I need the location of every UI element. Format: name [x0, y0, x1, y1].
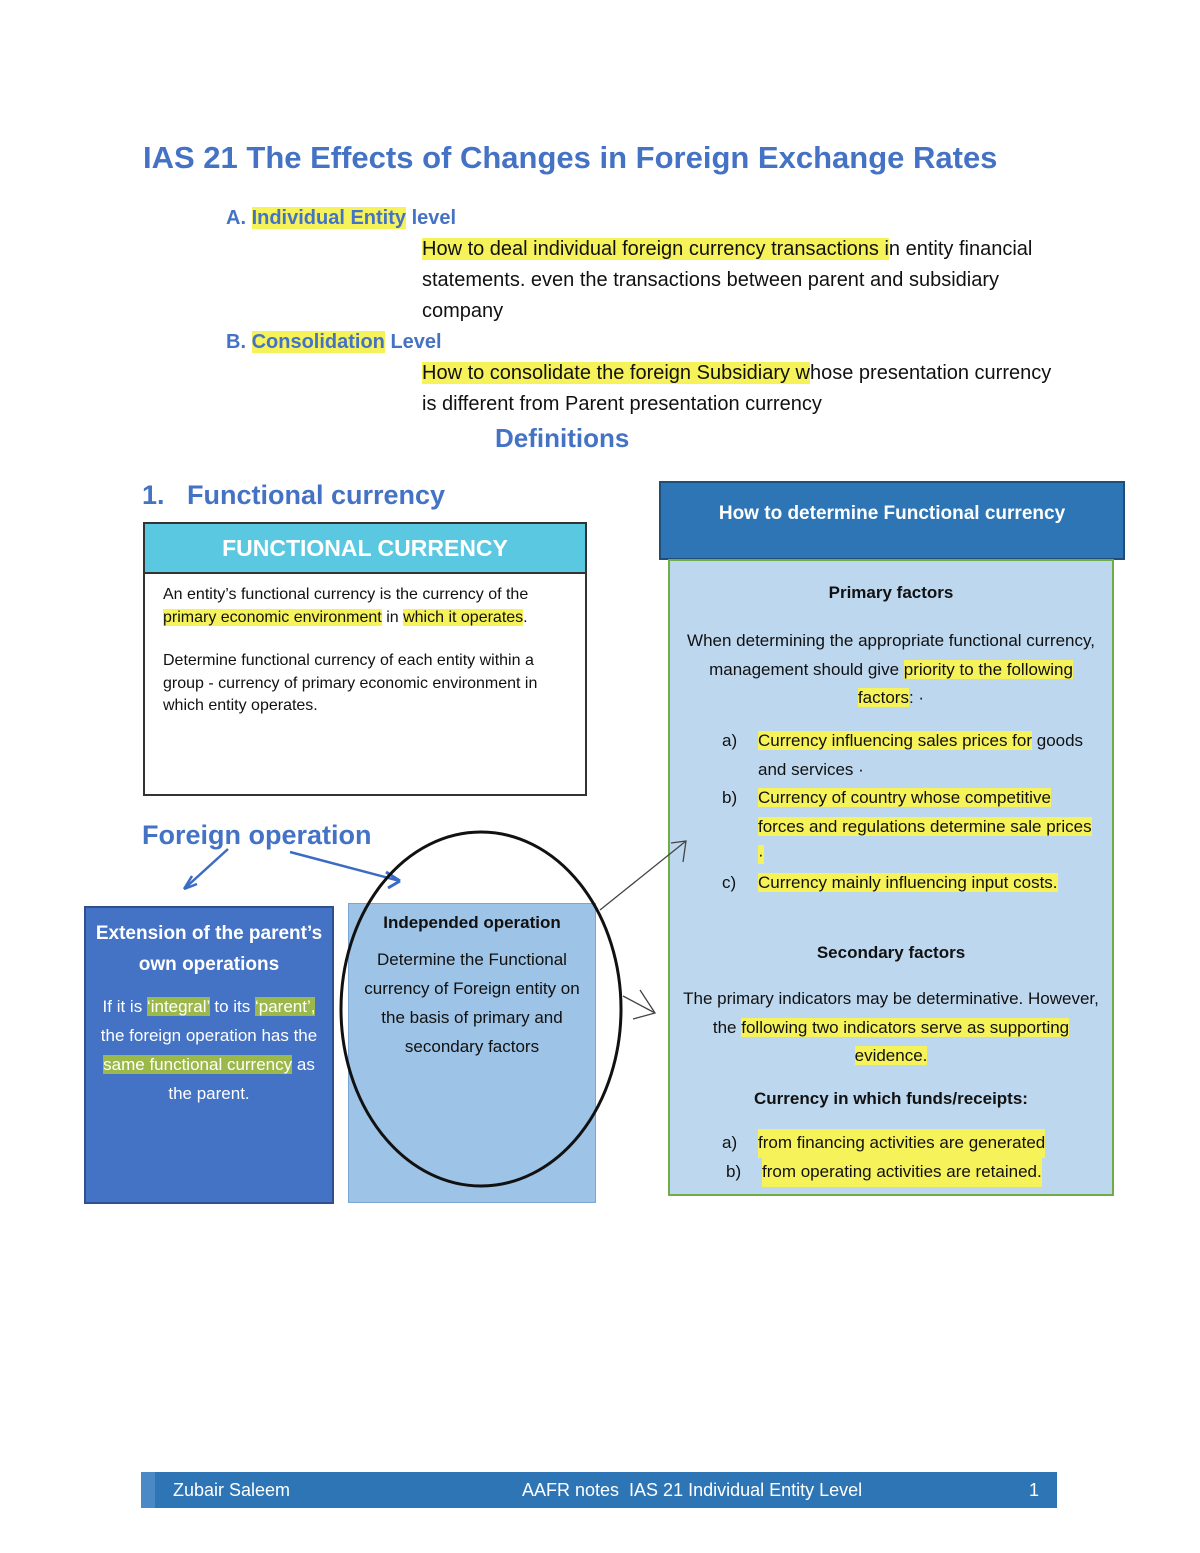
primary-factors-heading: Primary factors: [828, 583, 954, 602]
list-label: c): [722, 873, 737, 892]
level-a-name: Individual Entity: [251, 207, 407, 229]
extension-text-part: If it is: [102, 997, 147, 1016]
list-highlight: from operating activities are retained.: [762, 1158, 1042, 1187]
footer-title: AAFR notes IAS 21 Individual Entity Level: [522, 1480, 863, 1500]
primary-intro-text: When determining the appropriate functional currency, management should give: [687, 631, 1095, 679]
list-label: a): [722, 1133, 738, 1152]
functional-currency-group-note: Determine functional currency of each entity within a group - currency of primary economic environment in which entity operates.: [163, 652, 538, 714]
level-b-desc-highlight: How to consolidate the foreign Subsidiary w: [422, 362, 810, 384]
footer-page-number: 1: [1029, 1480, 1040, 1500]
footer-accent: [141, 1472, 155, 1508]
list-highlight: from financing activities are generated: [758, 1129, 1045, 1158]
level-a-letter: A.: [226, 207, 246, 229]
independent-text: Determine the Functional currency of Foreign entity on the basis of primary and secondary factors: [364, 950, 580, 1056]
list-highlight: Currency influencing sales prices for: [758, 731, 1033, 750]
primary-intro-highlight: priority to the following factors: [857, 659, 1073, 707]
footer-author: Zubair Saleem: [173, 1480, 291, 1500]
level-a-suffix: level: [406, 207, 457, 229]
extension-text-part: the foreign operation has the: [100, 1026, 318, 1045]
list-highlight: Currency mainly influencing input costs.: [758, 873, 1058, 892]
definition-text: An entity’s functional currency is the currency of the: [163, 586, 529, 603]
level-a-desc-text: n entity financial statements. even the transactions between parent and subsidiary company: [422, 238, 1033, 322]
extension-text-part: to its: [209, 997, 255, 1016]
how-to-header: How to determine Functional currency: [659, 481, 1125, 560]
page-footer: [141, 1472, 1057, 1508]
definition-highlight: which it operates: [403, 608, 524, 626]
page-title: IAS 21 The Effects of Changes in Foreign Exchange Rates: [143, 140, 998, 175]
arrow-to-extension-icon: [184, 849, 228, 889]
list-rest: goods and services ·: [758, 731, 1084, 779]
arrow-right-icon: [623, 990, 655, 1019]
definition-highlight: primary economic environment: [163, 608, 382, 626]
definitions-heading: Definitions: [495, 423, 630, 453]
level-b-desc-text: hose presentation currency is different from Parent presentation currency: [422, 362, 1052, 415]
list-label: b): [722, 788, 738, 807]
level-b-letter: B.: [226, 331, 246, 353]
funds-heading: Currency in which funds/receipts:: [754, 1089, 1028, 1108]
definition-text: .: [523, 608, 528, 626]
extension-highlight: ‘parent’,: [254, 997, 316, 1016]
functional-currency-heading: 1. Functional currency: [142, 480, 446, 510]
level-b-name: Consolidation: [251, 331, 385, 353]
primary-intro-text: : ·: [908, 688, 925, 707]
list-highlight: Currency of country whose competitive forces and regulations determine sale prices ·: [758, 788, 1092, 864]
extension-text-part: as the parent.: [168, 1055, 315, 1103]
secondary-intro-text: The primary indicators may be determinative. However, the: [683, 989, 1099, 1037]
level-b-suffix: Level: [384, 331, 442, 353]
circle-annotation-icon: [341, 832, 621, 1186]
list-label: b): [726, 1162, 742, 1181]
list-label: a): [722, 731, 738, 750]
extension-highlight: ‘integral’: [146, 997, 210, 1016]
level-a-desc-highlight: How to deal individual foreign currency transactions i: [422, 238, 889, 260]
extension-title: Extension of the parent’s own operations: [95, 923, 323, 975]
definition-text: in: [381, 608, 404, 626]
secondary-factors-heading: Secondary factors: [816, 943, 966, 962]
foreign-operation-heading: Foreign operation: [142, 820, 372, 850]
arrow-to-how-to-icon: [600, 841, 686, 910]
functional-currency-box-title: FUNCTIONAL CURRENCY: [145, 524, 585, 574]
extension-highlight: same functional currency: [103, 1055, 293, 1074]
secondary-intro-highlight: following two indicators serve as supporting evidence.: [741, 1017, 1070, 1065]
independent-title: Independed operation: [383, 913, 561, 932]
